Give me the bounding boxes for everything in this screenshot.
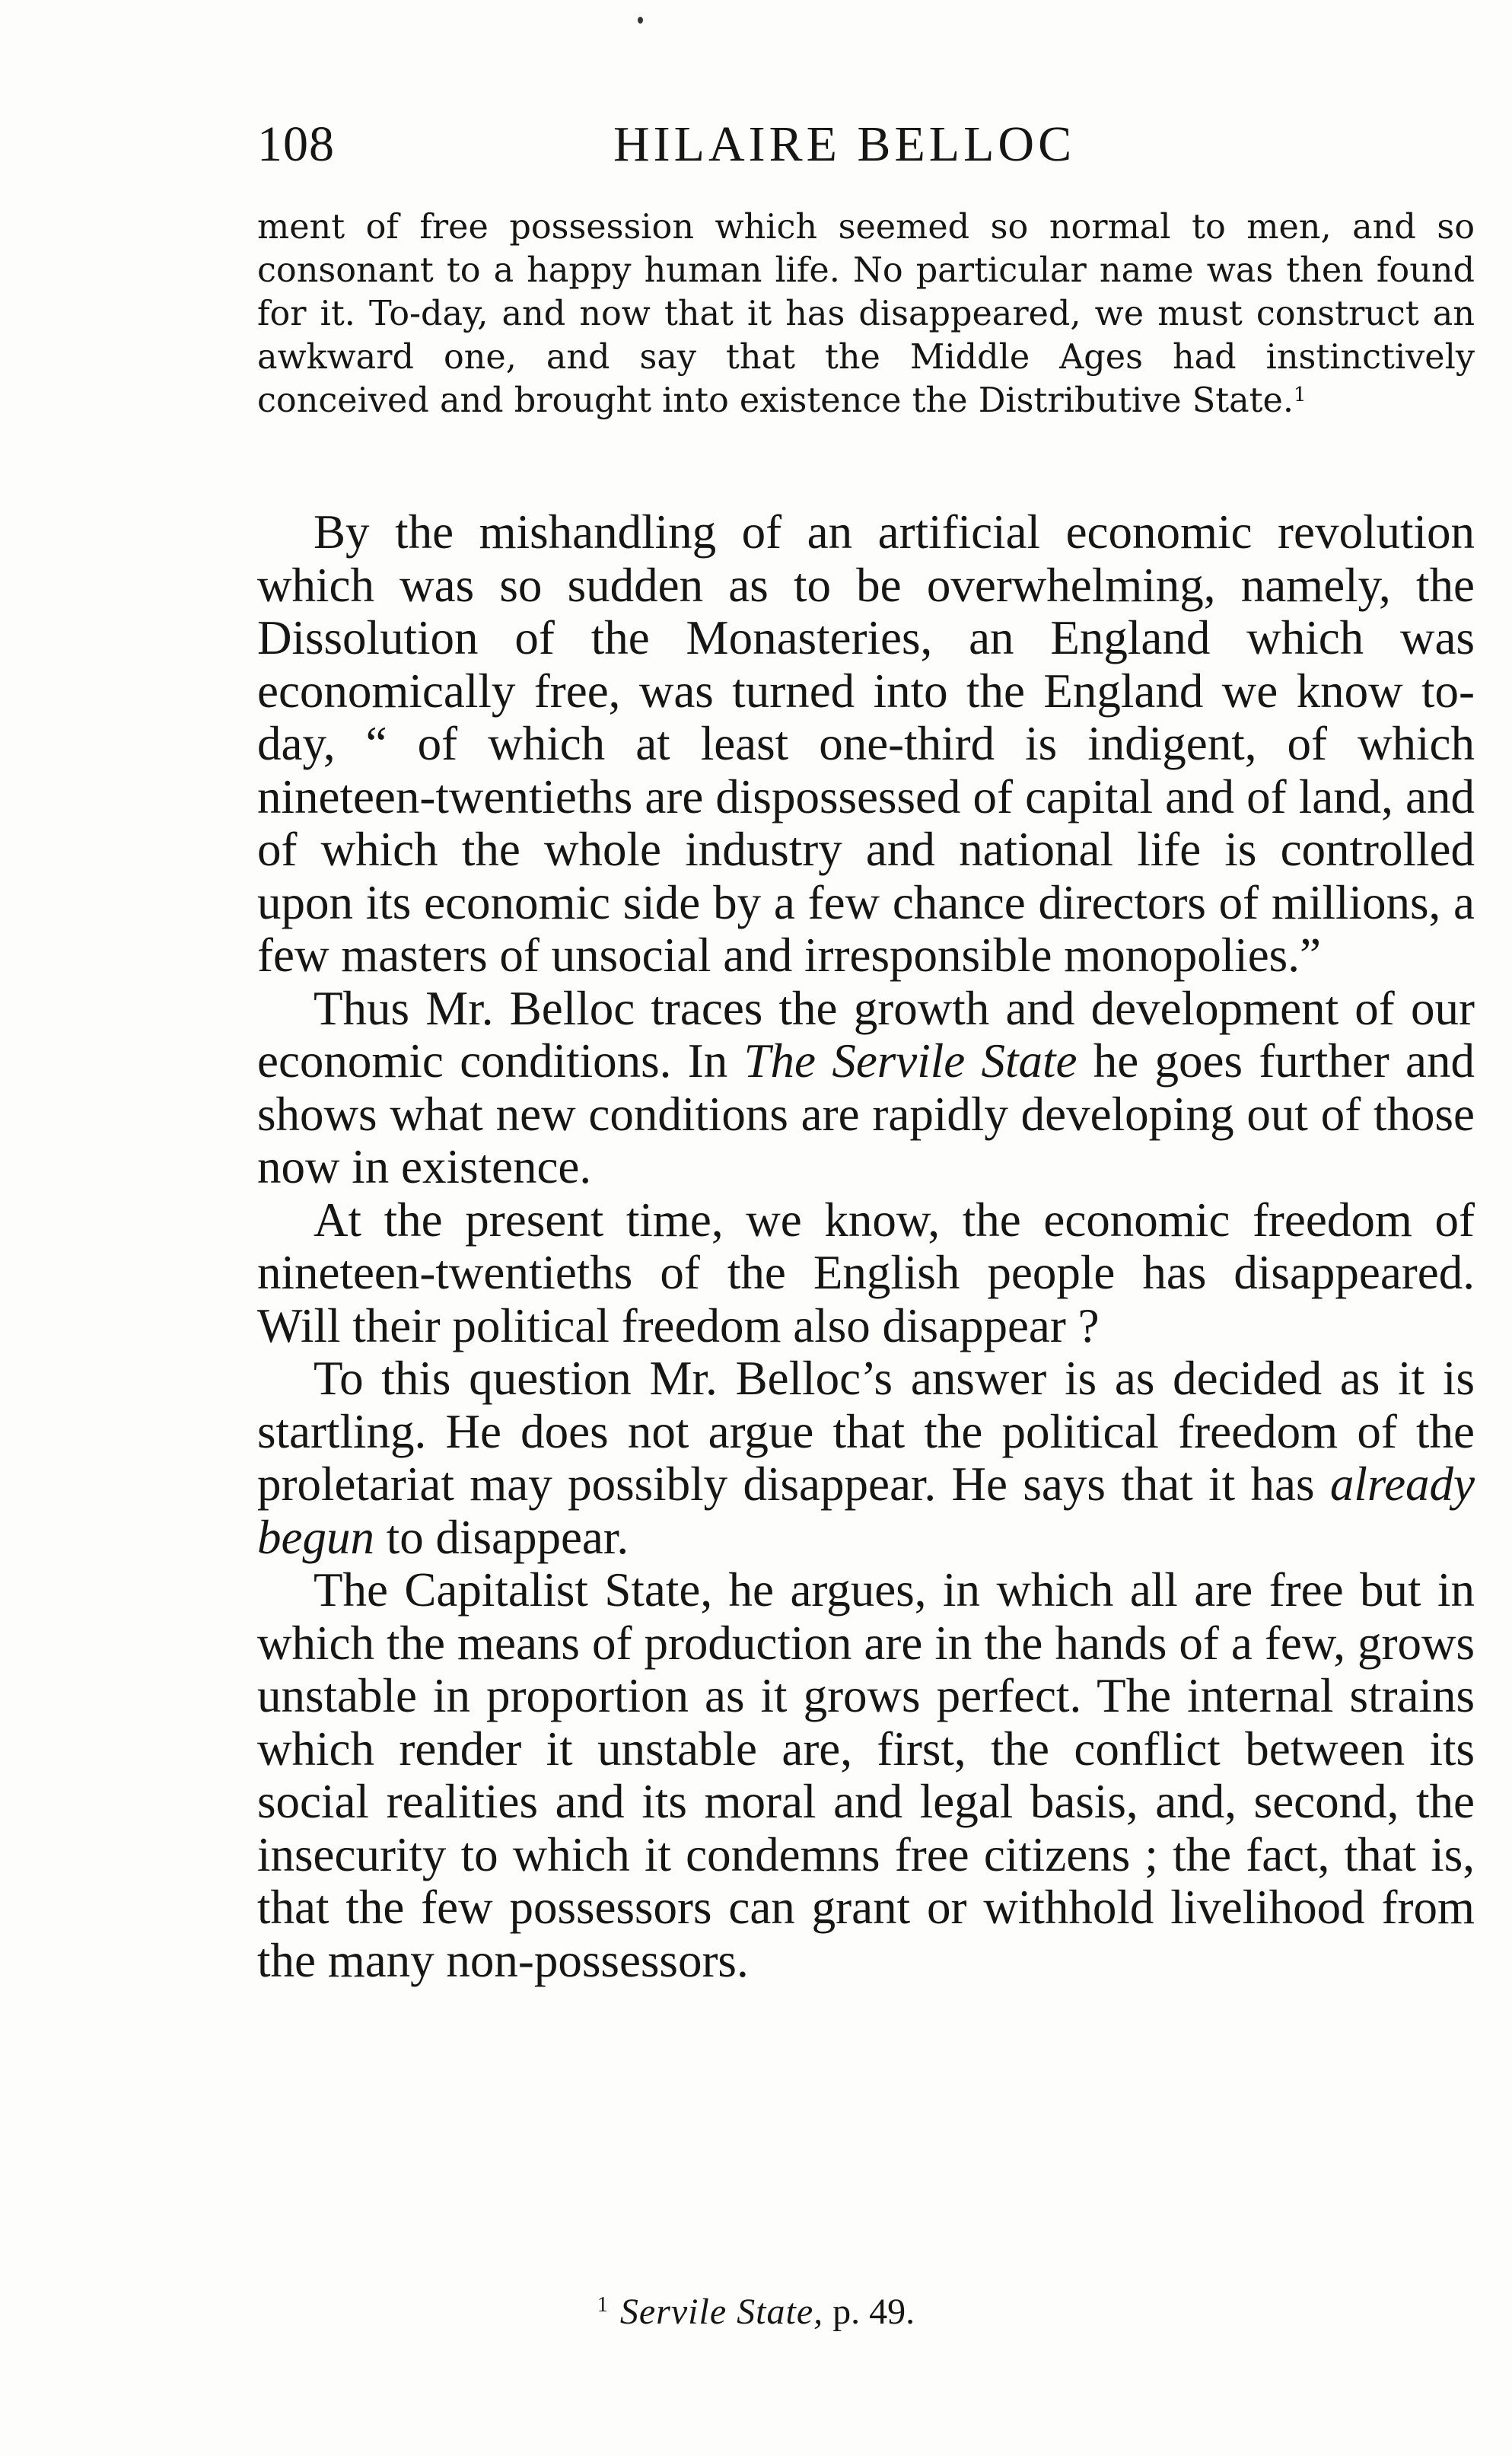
paragraph-belloc-answer bbox=[257, 1352, 1475, 1564]
paragraph-economic-freedom: At the present time, we know, the economic freedom of nineteen-twentieths of the English people has disappeared. Will their political freedom also disappear ? bbox=[257, 1193, 1475, 1352]
page-header bbox=[257, 116, 1475, 180]
footnote-reference: 1 bbox=[1293, 384, 1307, 406]
paragraph-text: he goes further and shows what new conditions are rapidly developing out of those now in existence. bbox=[257, 1034, 1475, 1193]
quoted-passage bbox=[257, 205, 1475, 422]
paragraph-servile-state bbox=[257, 983, 1475, 1194]
body-text bbox=[257, 506, 1475, 1987]
footnote-page-ref: p. 49. bbox=[832, 2292, 915, 2332]
ink-speck bbox=[638, 17, 643, 24]
paragraph-text: Thus Mr. Belloc traces the growth and development of our economic conditions. In bbox=[257, 981, 1475, 1088]
book-title: The Servile State bbox=[743, 1034, 1077, 1088]
paragraph-text: to disappear. bbox=[374, 1510, 629, 1564]
paragraph-text: To this question Mr. Belloc’s answer is as decided as it is startling. He does not argue that the political freedom of the proletariat may possibly disappear. He says that it has bbox=[257, 1352, 1475, 1511]
paragraph-capitalist-state: The Capitalist State, he argues, in which all are free but in which the means of production are in the hands of a few, grows unstable in proportion as it grows perfect. The internal strains which render it unstable are, first, the conflict between its social realities and its moral and legal basis, and, second, the insecurity to which it condemns free citizens ; the fact, that is, that the few possessors can grant or withhold livelihood from the many non-possessors. bbox=[257, 1563, 1475, 1987]
footnote-title: Servile State, bbox=[619, 2292, 824, 2332]
emphasis-text: already begun bbox=[257, 1457, 1475, 1564]
quoted-passage-text: ment of free possession which seemed so normal to men, and so consonant to a happy human life. No particular name was then found for it. To-day, and now that it has disappeared, we must construct an awkward one, and say that the Middle Ages had instinctively conceived and brought into existence the Distributive State. bbox=[257, 208, 1475, 420]
running-head: HILAIRE BELLOC bbox=[613, 116, 1076, 172]
footnote-marker: 1 bbox=[597, 2293, 608, 2317]
footnote bbox=[0, 2291, 1512, 2333]
paragraph-dissolution: By the mishandling of an artificial economic revolution which was so sudden as to be overwhelming, namely, the Dissolution of the Monasteries, an England which was economically free, was turned into the England we know to-day, “ of which at least one-third is indigent, of which nineteen-twentieths are dispossessed of capital and of land, and of which the whole industry and national life is controlled upon its economic side by a few chance directors of millions, a few masters of unsocial and irresponsible monopolies.” bbox=[257, 505, 1475, 982]
page-number: 108 bbox=[257, 116, 335, 172]
